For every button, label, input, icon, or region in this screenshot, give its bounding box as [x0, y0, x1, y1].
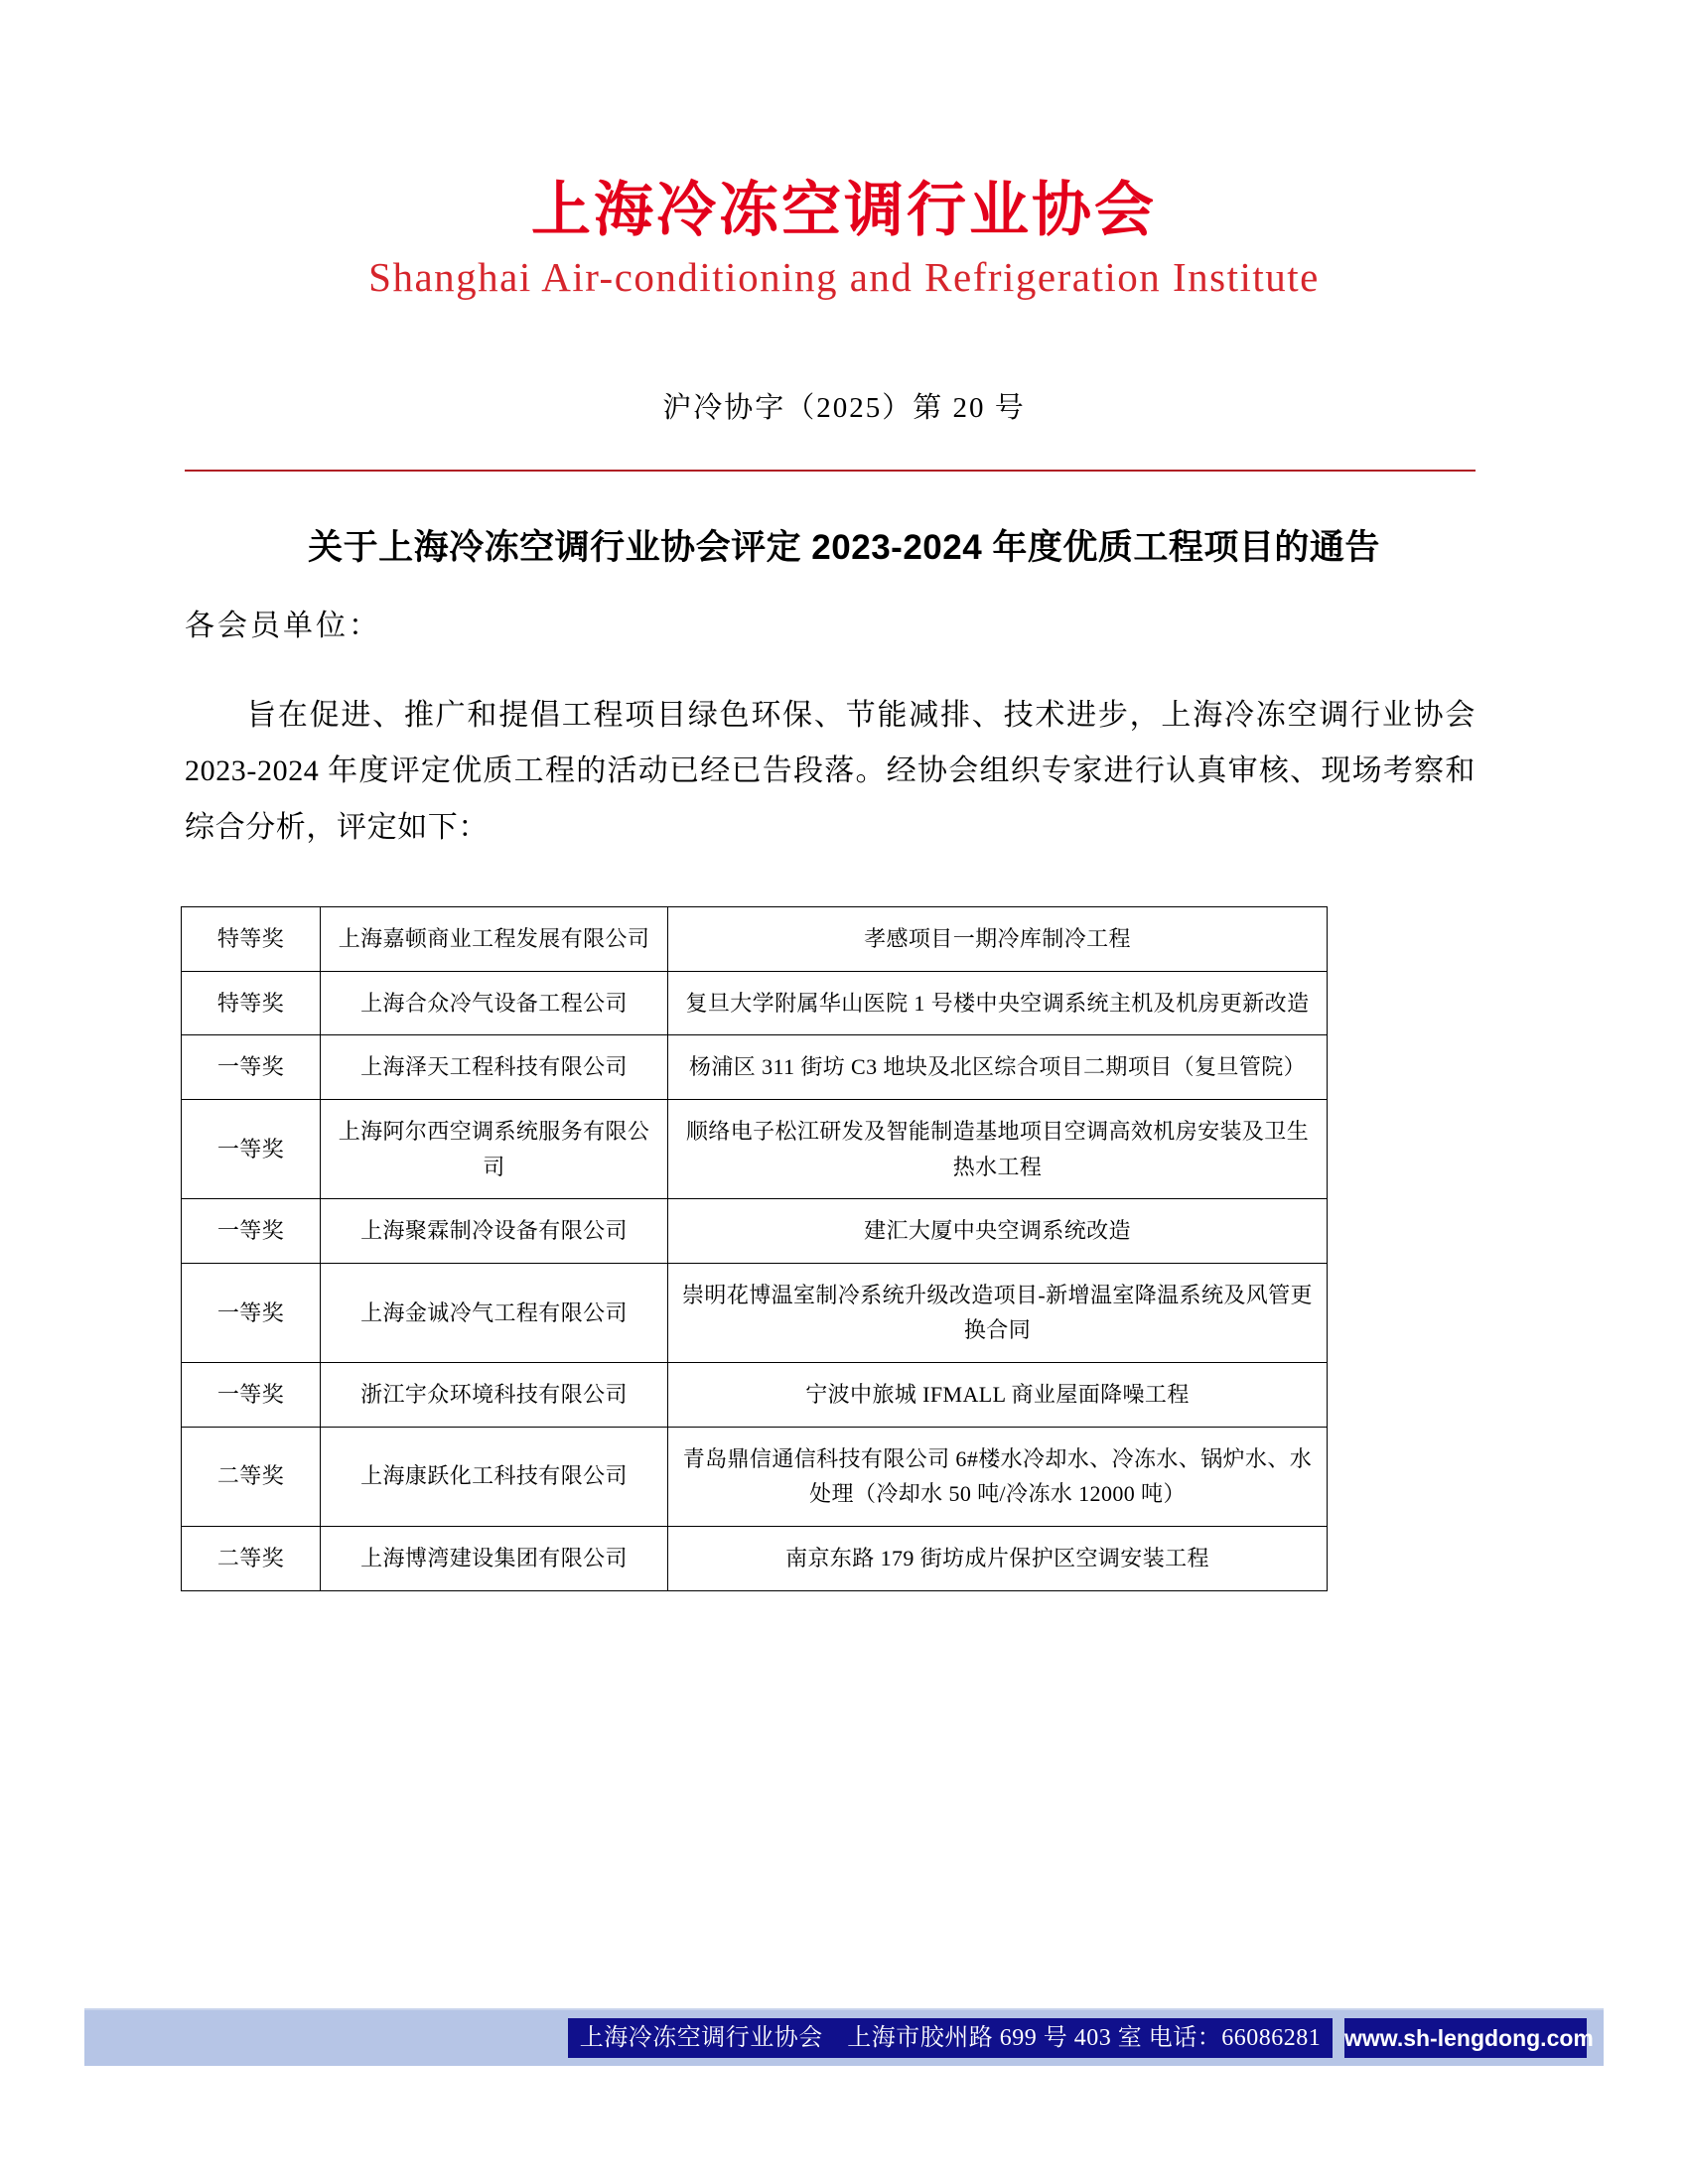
cell-award-level: 一等奖: [182, 1263, 321, 1362]
cell-project-name: 复旦大学附属华山医院 1 号楼中央空调系统主机及机房更新改造: [668, 971, 1328, 1035]
organization-name-en: Shanghai Air-conditioning and Refrigeration Institute: [368, 254, 1320, 301]
cell-company-name: 浙江宇众环境科技有限公司: [321, 1363, 668, 1428]
cell-company-name: 上海嘉顿商业工程发展有限公司: [321, 907, 668, 972]
table-row: [182, 907, 1328, 972]
table-row: [182, 1099, 1328, 1198]
cell-project-name: 建汇大厦中央空调系统改造: [668, 1199, 1328, 1264]
table-row: [182, 1526, 1328, 1590]
table-row: [182, 1427, 1328, 1526]
cell-company-name: 上海康跃化工科技有限公司: [321, 1427, 668, 1526]
cell-project-name: 杨浦区 311 街坊 C3 地块及北区综合项目二期项目（复旦管院）: [668, 1035, 1328, 1100]
award-table-body: [182, 907, 1328, 1591]
header-divider: [185, 470, 1476, 472]
cell-project-name: 青岛鼎信通信科技有限公司 6#楼水冷却水、冷冻水、锅炉水、水处理（冷却水 50 吨/冷冻水 12000 吨）: [668, 1427, 1328, 1526]
page-title: 关于上海冷冻空调行业协会评定 2023-2024 年度优质工程项目的通告: [308, 528, 1380, 567]
cell-project-name: 崇明花博温室制冷系统升级改造项目-新增温室降温系统及风管更换合同: [668, 1263, 1328, 1362]
table-row: [182, 1035, 1328, 1100]
cell-award-level: 一等奖: [182, 1099, 321, 1198]
award-table: [181, 906, 1328, 1591]
cell-company-name: 上海泽天工程科技有限公司: [321, 1035, 668, 1100]
cell-project-name: 顺络电子松江研发及智能制造基地项目空调高效机房安装及卫生热水工程: [668, 1099, 1328, 1198]
cell-company-name: 上海合众冷气设备工程公司: [321, 971, 668, 1035]
cell-project-name: 孝感项目一期冷库制冷工程: [668, 907, 1328, 972]
cell-company-name: 上海博湾建设集团有限公司: [321, 1526, 668, 1590]
cell-award-level: 二等奖: [182, 1526, 321, 1590]
cell-company-name: 上海金诚冷气工程有限公司: [321, 1263, 668, 1362]
document-number: 沪冷协字（2025）第 20 号: [662, 392, 1026, 424]
table-row: [182, 1263, 1328, 1362]
cell-award-level: 一等奖: [182, 1363, 321, 1428]
cell-company-name: 上海聚霖制冷设备有限公司: [321, 1199, 668, 1264]
cell-company-name: 上海阿尔西空调系统服务有限公司: [321, 1099, 668, 1198]
organization-name-cn: 上海冷冻空调行业协会: [531, 177, 1157, 243]
cell-award-level: 特等奖: [182, 971, 321, 1035]
cell-project-name: 南京东路 179 街坊成片保护区空调安装工程: [668, 1526, 1328, 1590]
table-row: [182, 1363, 1328, 1428]
document-body: [185, 612, 1476, 856]
cell-award-level: 一等奖: [182, 1199, 321, 1264]
footer-website[interactable]: www.sh-lengdong.com: [1344, 2018, 1587, 2058]
letterhead: [0, 177, 1688, 300]
cell-award-level: 一等奖: [182, 1035, 321, 1100]
body-paragraph: 旨在促进、推广和提倡工程项目绿色环保、节能减排、技术进步，上海冷冻空调行业协会 2023-2024 年度评定优质工程的活动已经已告段落。经协会组织专家进行认真审核、现场考察和综合分析，评定如下：: [185, 699, 1476, 844]
table-row: [182, 1199, 1328, 1264]
footer-address: 上海冷冻空调行业协会 上海市胶州路 699 号 403 室 电话：66086281: [568, 2018, 1333, 2058]
salutation: 各会员单位：: [185, 610, 381, 642]
table-row: [182, 971, 1328, 1035]
cell-project-name: 宁波中旅城 IFMALL 商业屋面降噪工程: [668, 1363, 1328, 1428]
cell-award-level: 特等奖: [182, 907, 321, 972]
cell-award-level: 二等奖: [182, 1427, 321, 1526]
